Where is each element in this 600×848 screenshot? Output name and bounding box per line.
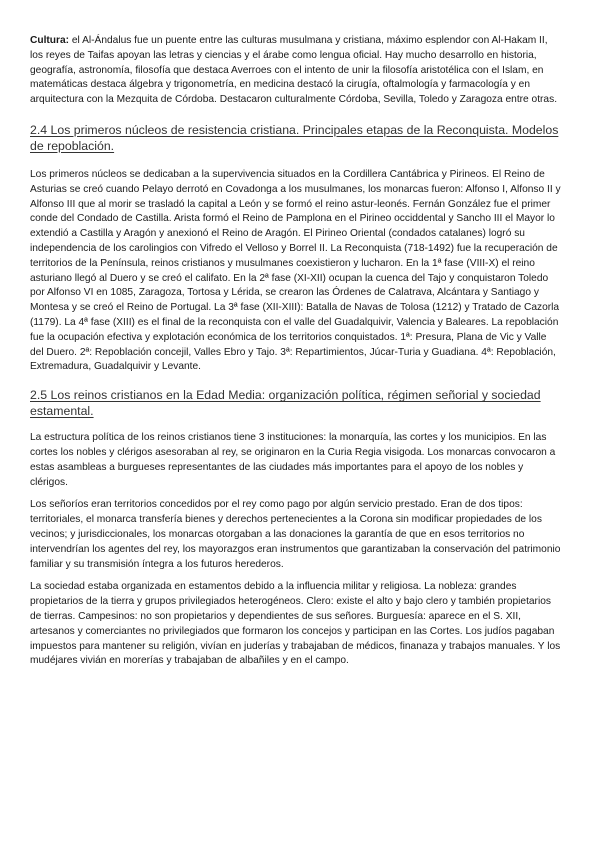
culture-text: el Al-Ándalus fue un puente entre las culturas musulmana y cristiana, máximo esplendor con Al-Hakam II, los reyes de Taifas apoyan las letras y ciencias y el árabe como lengua oficial. Hay mucho desarrollo en historia, geografía, astronomía, filosofía que destaca Averroes con el intento de unir la filosofía aristotélica con el Islam, en matemáticas destaca álgebra y trigonometría, en medicina destacó la cirugía, oftalmología y farmacología y en arquitectura con la Mezquita de Córdoba. Destacaron culturalmente Córdoba, Sevilla, Toledo y Zaragoza entre otras. (30, 35, 558, 106)
senorios-paragraph: Los señoríos eran territorios concedidos por el rey como pago por algún servicio prestado. Eran de dos tipos: territoriales, el monarca transfería bienes y derechos pertenecientes a la Corona sin modificar propiedades de los vecinos; y jurisdiccionales, los monarcas otorgaban a las donaciones la garantía de que en esos territorios no intervendrían los agentes del rey, los mayorazgos eran instrumentos que garantizaban la conservación del patrimonio familiar y su transmisión íntegra a los futuros herederos. (30, 499, 561, 570)
section-2-4-heading: 2.4 Los primeros núcleos de resistencia cristiana. Principales etapas de la Reconquista. Modelos de repoblación. (30, 122, 559, 153)
culture-paragraph (30, 34, 562, 108)
section-2-4-paragraph: Los primeros núcleos se dedicaban a la supervivencia situados en la Cordillera Cantábrica y Pirineos. El Reino de Asturias se creó cuando Pelayo derrotó en Covadonga a los musulmanes, los monarcas fueron: Alfonso I, Alfonso II y Alfonso III que al morir se trasladó la capital a León y se formó el reino astur-leonés. Fernán González fue el primer conde del Condado de Castilla. Arista formó el Reino de Pamplona en el Pirineo occiddental y Sancho III el Mayor lo extendió a Castilla y Aragón y anexionó el Reino de Aragón. El Pirineo Oriental (condados catalanes) logró su independencia de los carolingios con Vifredo el Velloso y Borrel II. La Reconquista (718-1492) fue la recuperación de territorios de la Península, reinos cristianos y musulmanes coexistieron y lucharon. En la 1ª fase (VIII-X) el reino asturiano llegó al Duero y se creó el califato. En la 2ª fase (XI-XII) ocupan la cuenca del Tajo y conquistaron Toledo por Alfonso VI en 1085, Zaragoza, Tortosa y Lérida, se crearon las Órdenes de Calatrava, Alcántara y Santiago y Montesa y se creó el Reino de Portugal. La 3ª fase (XII-XIII): Batalla de Navas de Tolosa (1212) y Tratado de Cazorla (1179). La 4ª fase (XIII) es el final de la reconquista con el valle del Guadalquivir, Valencia y Baleares. La repoblación fue la ocupación efectiva y explotación económica de los territorios conquistados. 1ª: Presura, Plana de Vic y Valle del Duero. 2ª: Repoblación concejil, Valles Ebro y Tajo. 3ª: Repartimientos, Júcar-Turia y Guadiana. 4ª: Repoblación, Extremadura, Guadalquivir y Levante. (30, 168, 561, 373)
political-structure-paragraph: La estructura política de los reinos cristianos tiene 3 instituciones: la monarquía, las cortes y los municipios. En las cortes los nobles y clérigos asesoraban al rey, se originaron en la Curia Regia visigoda. Los monarcas convocaron a estas asambleas a burgueses representantes de las ciudades más importantes para el apoyo de los nobles y clérigos. (30, 432, 556, 488)
culture-lead: Cultura: (30, 35, 70, 46)
society-paragraph: La sociedad estaba organizada en estamentos debido a la influencia militar y religiosa. La nobleza: grandes propietarios de la tierra y grupos privilegiados heterogéneos. Clero: existe el alto y bajo clero y también propietarios de tierras. Campesinos: no son propietarios y dependientes de sus señores. Burguesía: aparece en el S. XII, artesanos y comerciantes no privilegiados que formaron los concejos y participan en las Cortes. Los judíos pagaban impuestos para mantener su religión, vivían en juderías y trabajaban de médicos, finanaza y trabajos manuales. Y los mudéjares vivián en morerías y trabajaban de albañiles y en el campo. (30, 581, 561, 667)
section-2-5-heading: 2.5 Los reinos cristianos en la Edad Media: organización política, régimen señorial y sociedad estamental. (30, 388, 541, 419)
